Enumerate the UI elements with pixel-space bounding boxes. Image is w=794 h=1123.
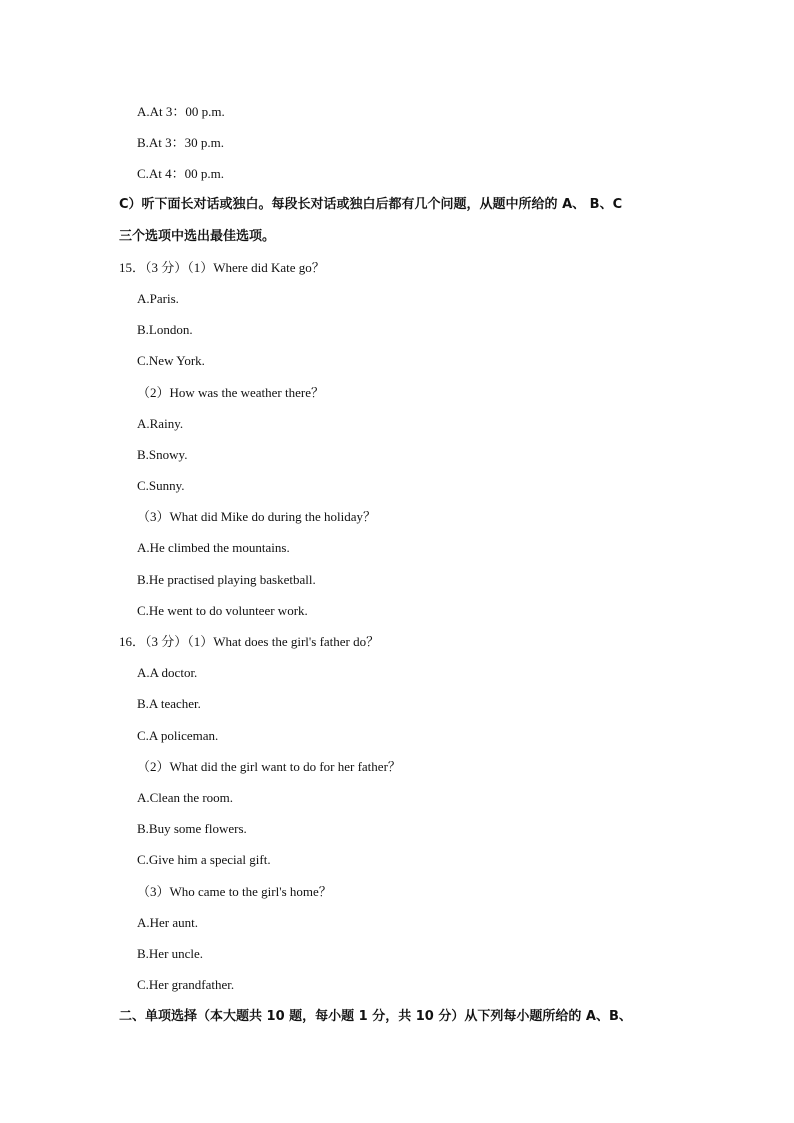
option-a: A.At 3：00 p.m. <box>137 104 225 119</box>
section-c-instruction-line2: 三个选项中选出最佳选项。 <box>119 229 276 244</box>
q16-1-option-c: C.A policeman. <box>137 728 219 743</box>
section-2-instruction: 二、单项选择（本大题共 10 题，每小题 1 分，共 10 分）从下列每小题所给的 A、B、 <box>119 1009 632 1024</box>
q15-3-option-a: A.He climbed the mountains. <box>137 540 290 555</box>
option-c: C.At 4：00 p.m. <box>137 166 225 181</box>
q16-2-option-c: C.Give him a special gift. <box>137 852 271 867</box>
q15-1-option-a: A.Paris. <box>137 291 179 306</box>
q16-part-3: （3）Who came to the girl's home？ <box>137 884 332 899</box>
section-c-instruction-line1: C）听下面长对话或独白。每段长对话或独白后都有几个问题，从题中所给的 A、 B、C <box>119 197 623 212</box>
q16-3-option-b: B.Her uncle. <box>137 946 204 961</box>
q16-1-option-a: A.A doctor. <box>137 665 198 680</box>
q15-2-option-a: A.Rainy. <box>137 416 184 431</box>
q15-2-option-b: B.Snowy. <box>137 447 188 462</box>
q15-1-option-c: C.New York. <box>137 353 205 368</box>
q15-part-2: （2）How was the weather there？ <box>137 385 324 400</box>
question-16-stem: 16．（3 分）（1）What does the girl's father do？ <box>119 634 380 649</box>
option-b: B.At 3：30 p.m. <box>137 135 225 150</box>
q16-2-option-a: A.Clean the room. <box>137 790 234 805</box>
q16-3-option-c: C.Her grandfather. <box>137 977 235 992</box>
q15-3-option-c: C.He went to do volunteer work. <box>137 603 308 618</box>
question-15-stem: 15．（3 分）（1）Where did Kate go？ <box>119 260 325 275</box>
q15-3-option-b: B.He practised playing basketball. <box>137 572 316 587</box>
q15-part-3: （3）What did Mike do during the holiday？ <box>137 509 377 524</box>
q16-2-option-b: B.Buy some flowers. <box>137 821 247 836</box>
q16-part-2: （2）What did the girl want to do for her father？ <box>137 759 401 774</box>
q16-3-option-a: A.Her aunt. <box>137 915 199 930</box>
q16-1-option-b: B.A teacher. <box>137 696 201 711</box>
q15-1-option-b: B.London. <box>137 322 193 337</box>
q15-2-option-c: C.Sunny. <box>137 478 185 493</box>
